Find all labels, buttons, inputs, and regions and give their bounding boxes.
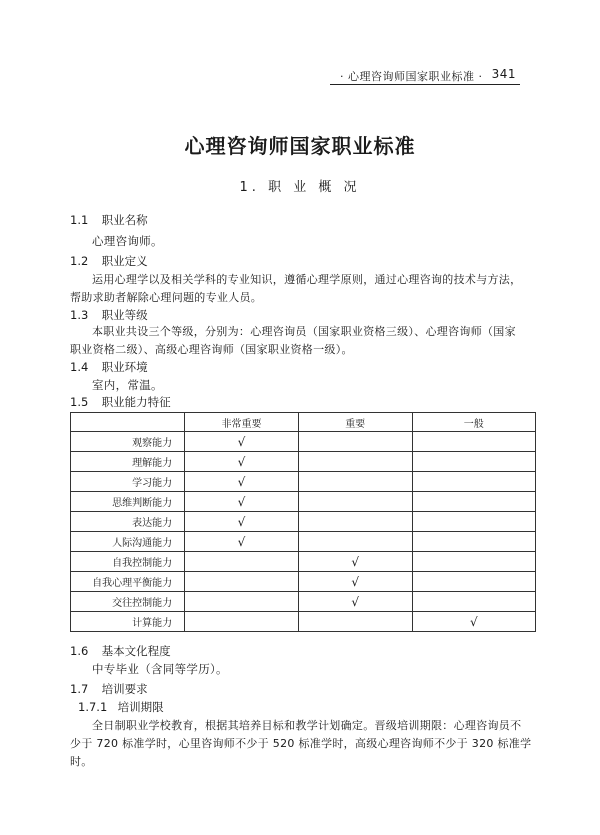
ability-name: 表达能力: [71, 512, 185, 532]
column-header: 重要: [298, 413, 412, 432]
running-header: [330, 64, 520, 85]
ability-name: 计算能力: [71, 612, 185, 632]
section-title: 基本文化程度: [101, 644, 171, 658]
table-cell: [185, 572, 299, 592]
section-number: 1.3: [70, 308, 89, 322]
running-title: · 心理咨询师国家职业标准 ·: [340, 70, 483, 83]
ability-name: 人际沟通能力: [71, 532, 185, 552]
section-heading: [70, 253, 148, 269]
table-row: [71, 572, 536, 592]
section-number: 1.6: [70, 644, 89, 658]
table-cell: [298, 452, 412, 472]
section-title: 培训要求: [101, 682, 148, 696]
section-heading: [70, 359, 148, 375]
table-cell: [185, 592, 299, 612]
table-cell: [412, 612, 535, 632]
section-body: 全日制职业学校教育，根据其培养目标和教学计划确定。晋级培训期限：心理咨询员不: [92, 719, 522, 732]
section-heading: [70, 212, 148, 228]
ability-name: 自我控制能力: [71, 552, 185, 572]
page-number: 341: [491, 67, 516, 81]
ability-name: 观察能力: [71, 432, 185, 452]
document-title: 心理咨询师国家职业标准: [184, 134, 416, 158]
table-row: [71, 432, 536, 452]
table-cell: [412, 592, 535, 612]
table-row: [71, 552, 536, 572]
check-mark: √: [351, 594, 360, 609]
ability-name: 交往控制能力: [71, 592, 185, 612]
section-number: 1.7: [70, 682, 89, 696]
subsection-number: 1.7.1: [78, 700, 108, 714]
table-cell: [298, 612, 412, 632]
check-mark: √: [237, 534, 246, 549]
table-cell: [412, 572, 535, 592]
table-cell: [412, 552, 535, 572]
section-body: 时。: [70, 755, 93, 768]
section-body: 帮助求助者解除心理问题的专业人员。: [70, 291, 263, 304]
column-header: 一般: [412, 413, 535, 432]
table-cell: [412, 492, 535, 512]
section-body: 职业资格二级）、高级心理咨询师（国家职业资格一级）。: [70, 343, 353, 356]
section-number: 1.5: [70, 395, 89, 409]
table-cell: [298, 432, 412, 452]
table-row: [71, 592, 536, 612]
ability-name: 理解能力: [71, 452, 185, 472]
section-title: 职业等级: [101, 308, 148, 322]
table-row: [71, 612, 536, 632]
table-header-row: [71, 413, 536, 432]
table-cell: [298, 552, 412, 572]
column-header: 非常重要: [185, 413, 299, 432]
table-row: [71, 532, 536, 552]
table-cell: [185, 532, 299, 552]
table-cell: [412, 532, 535, 552]
table-cell: [412, 472, 535, 492]
section-heading: [70, 307, 148, 323]
table-cell: [185, 612, 299, 632]
ability-name: 学习能力: [71, 472, 185, 492]
section-heading: [70, 643, 171, 659]
check-mark: √: [237, 454, 246, 469]
section-number: 1.1: [70, 213, 89, 227]
section-body: 中专毕业（含同等学历）。: [92, 662, 228, 676]
check-mark: √: [237, 474, 246, 489]
section-body: 本职业共设三个等级，分别为：心理咨询员（国家职业资格三级）、心理咨询师（国家: [92, 325, 516, 338]
table-row: [71, 472, 536, 492]
section-title: 职业环境: [101, 360, 148, 374]
table-cell: [185, 472, 299, 492]
table-row: [71, 452, 536, 472]
section-number: 1.4: [70, 360, 89, 374]
table-cell: [185, 452, 299, 472]
table-cell: [185, 552, 299, 572]
ability-table-body: [71, 432, 536, 632]
check-mark: √: [237, 434, 246, 449]
section-heading: [70, 394, 171, 410]
section-title: 职业名称: [101, 213, 148, 227]
section-body: 少于 720 标准学时，心里咨询师不少于 520 标准学时，高级心理咨询师不少于 320 标准学: [70, 737, 532, 750]
check-mark: √: [351, 574, 360, 589]
table-cell: [185, 512, 299, 532]
section-title: 职业定义: [101, 254, 148, 268]
section-heading: [70, 681, 148, 697]
section-body: 心理咨询师。: [92, 234, 163, 248]
table-row: [71, 492, 536, 512]
section-title: 职业能力特征: [101, 395, 171, 409]
table-cell: [298, 512, 412, 532]
table-cell: [412, 512, 535, 532]
check-mark: √: [351, 554, 360, 569]
section-body: 运用心理学以及相关学科的专业知识，遵循心理学原则，通过心理咨询的技术与方法，: [92, 273, 522, 286]
ability-name: 自我心理平衡能力: [71, 572, 185, 592]
table-cell: [298, 492, 412, 512]
subsection-heading: [78, 699, 164, 715]
table-cell: [412, 452, 535, 472]
section-number: 1.2: [70, 254, 89, 268]
ability-table: [70, 412, 536, 632]
table-cell: [185, 492, 299, 512]
chapter-heading: 1. 职 业 概 况: [239, 180, 361, 195]
ability-name: 思维判断能力: [71, 492, 185, 512]
table-row: [71, 512, 536, 532]
section-body: 室内，常温。: [92, 378, 163, 392]
column-header: [71, 413, 185, 432]
table-cell: [298, 472, 412, 492]
table-cell: [412, 432, 535, 452]
table-cell: [298, 572, 412, 592]
table-cell: [185, 432, 299, 452]
check-mark: √: [469, 614, 478, 629]
table-cell: [298, 532, 412, 552]
table-cell: [298, 592, 412, 612]
check-mark: √: [237, 494, 246, 509]
check-mark: √: [237, 514, 246, 529]
subsection-title: 培训期限: [117, 700, 164, 714]
